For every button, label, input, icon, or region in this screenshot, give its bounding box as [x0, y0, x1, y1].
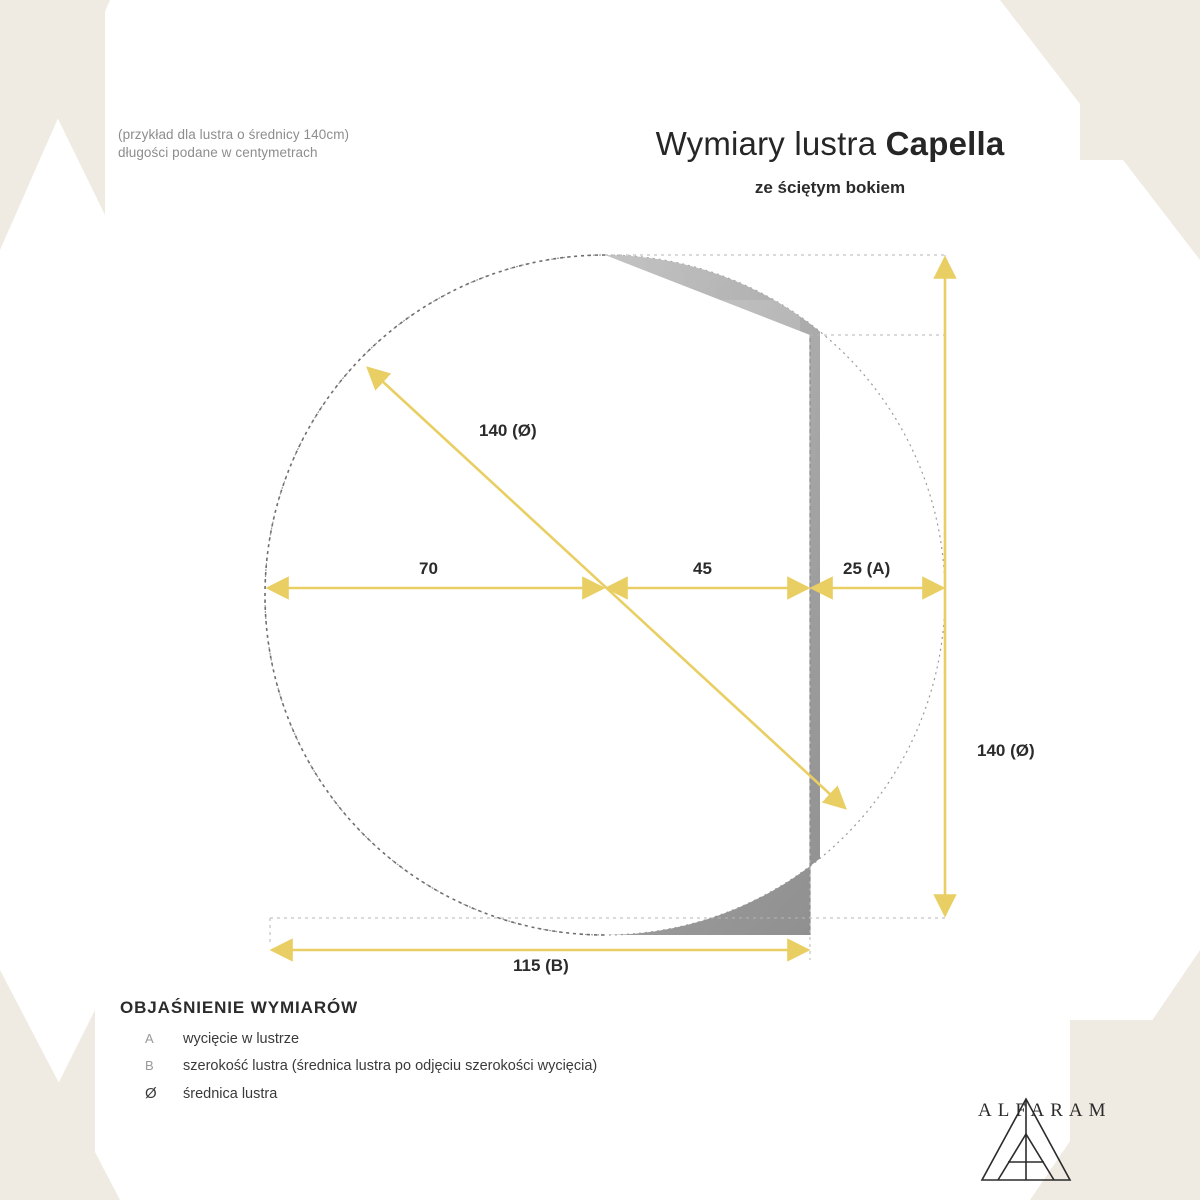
- legend-text-b: szerokość lustra (średnica lustra po odjęciu szerokości wycięcia): [183, 1058, 598, 1074]
- page-subtitle: ze ściętym bokiem: [754, 178, 906, 197]
- construction-circle: [265, 255, 945, 935]
- legend-text-a: wycięcie w lustrze: [183, 1031, 300, 1047]
- legend-key-a: A: [145, 1031, 154, 1046]
- note-line-1: (przykład dla lustra o średnicy 140cm): [118, 127, 350, 142]
- dim-label-diagonal: 140 (Ø): [472, 420, 544, 442]
- dim-label-total-width: 115 (B): [506, 955, 576, 977]
- mirror-arc-outline: [265, 255, 605, 935]
- legend-key-b: B: [145, 1058, 154, 1073]
- legend-item-diameter: [145, 1085, 277, 1102]
- page-title-plain: Wymiary lustra: [655, 125, 886, 162]
- legend-title: OBJAŚNIENIE WYMIARÓW: [120, 998, 359, 1017]
- legend-item-a: [145, 1031, 299, 1047]
- dim-label-height: 140 (Ø): [970, 740, 1042, 762]
- dimension-arrows: [268, 258, 945, 950]
- legend-text-diameter: średnica lustra: [183, 1086, 278, 1102]
- dim-label-left-width: 70: [412, 558, 445, 580]
- mirror-body: [260, 250, 820, 950]
- dim-label-cut-width: 25 (A): [836, 558, 897, 580]
- brand-name: ALFARAM: [978, 1100, 1112, 1121]
- note-line-2: długości podane w centymetrach: [118, 145, 318, 160]
- brand-logo: [978, 1094, 1112, 1122]
- legend-key-diameter: Ø: [145, 1085, 157, 1102]
- guide-lines: [270, 255, 945, 960]
- dim-label-right-width: 45: [686, 558, 719, 580]
- page-title-bold: Capella: [885, 125, 1005, 162]
- legend-item-b: [145, 1058, 597, 1074]
- triangle-logo-icon: [978, 1094, 1074, 1186]
- mirror-cut-outline: [605, 255, 810, 935]
